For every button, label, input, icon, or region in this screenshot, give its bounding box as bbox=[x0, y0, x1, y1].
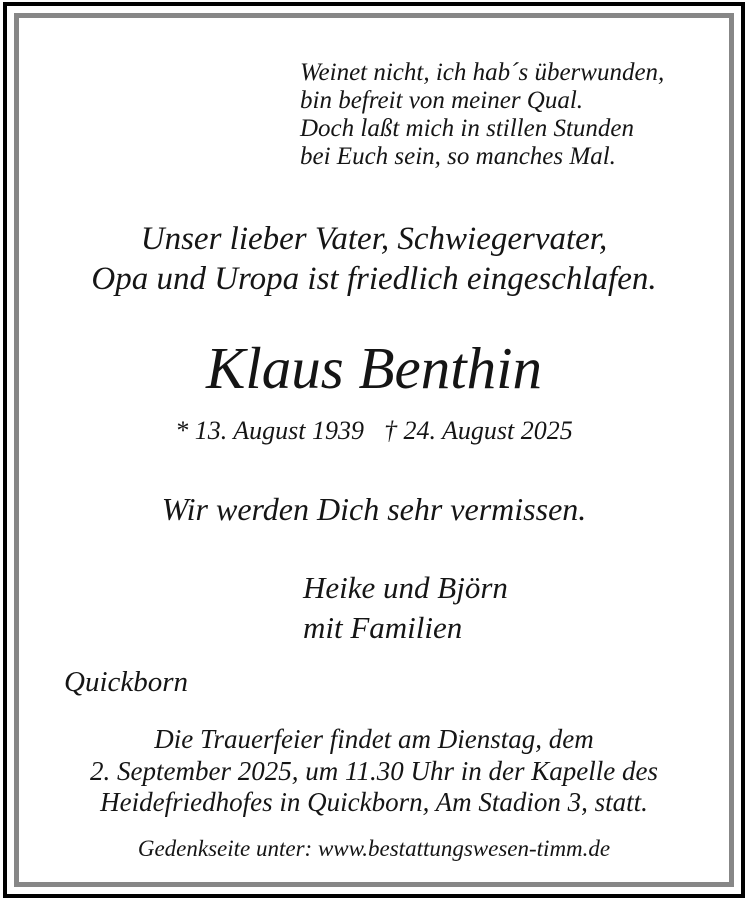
deceased-name: Klaus Benthin bbox=[206, 335, 542, 401]
city-name: Quickborn bbox=[64, 666, 189, 698]
poem-line: bei Euch sein, so manches Mal. bbox=[300, 143, 616, 170]
poem-line: Weinet nicht, ich hab´s überwunden, bbox=[300, 59, 665, 86]
funeral-line: Die Trauerfeier findet am Dienstag, dem bbox=[154, 724, 594, 754]
death-date: † 24. August 2025 bbox=[384, 416, 573, 445]
poem-line: Doch laßt mich in stillen Stunden bbox=[300, 115, 634, 142]
poem-line: bin befreit von meiner Qual. bbox=[300, 87, 584, 114]
announcement-line: Opa und Uropa ist friedlich eingeschlafen. bbox=[91, 261, 657, 297]
birth-date: * 13. August 1939 bbox=[175, 416, 364, 445]
funeral-line: Heidefriedhofes in Quickborn, Am Stadion 3, statt. bbox=[100, 787, 648, 817]
farewell-text: Wir werden Dich sehr vermissen. bbox=[161, 491, 587, 527]
announcement-line: Unser lieber Vater, Schwiegervater, bbox=[140, 221, 608, 257]
announcement bbox=[0, 219, 748, 299]
funeral-info bbox=[0, 724, 748, 819]
mourners bbox=[303, 568, 508, 648]
funeral-line: 2. September 2025, um 11.30 Uhr in der Kapelle des bbox=[90, 755, 658, 786]
mourners-line: Heike und Björn bbox=[303, 570, 508, 605]
life-dates bbox=[0, 416, 748, 446]
poem bbox=[300, 59, 664, 171]
mourners-line: mit Familien bbox=[303, 610, 463, 645]
memorial-site-url: Gedenkseite unter: www.bestattungswesen-timm.de bbox=[137, 836, 611, 861]
